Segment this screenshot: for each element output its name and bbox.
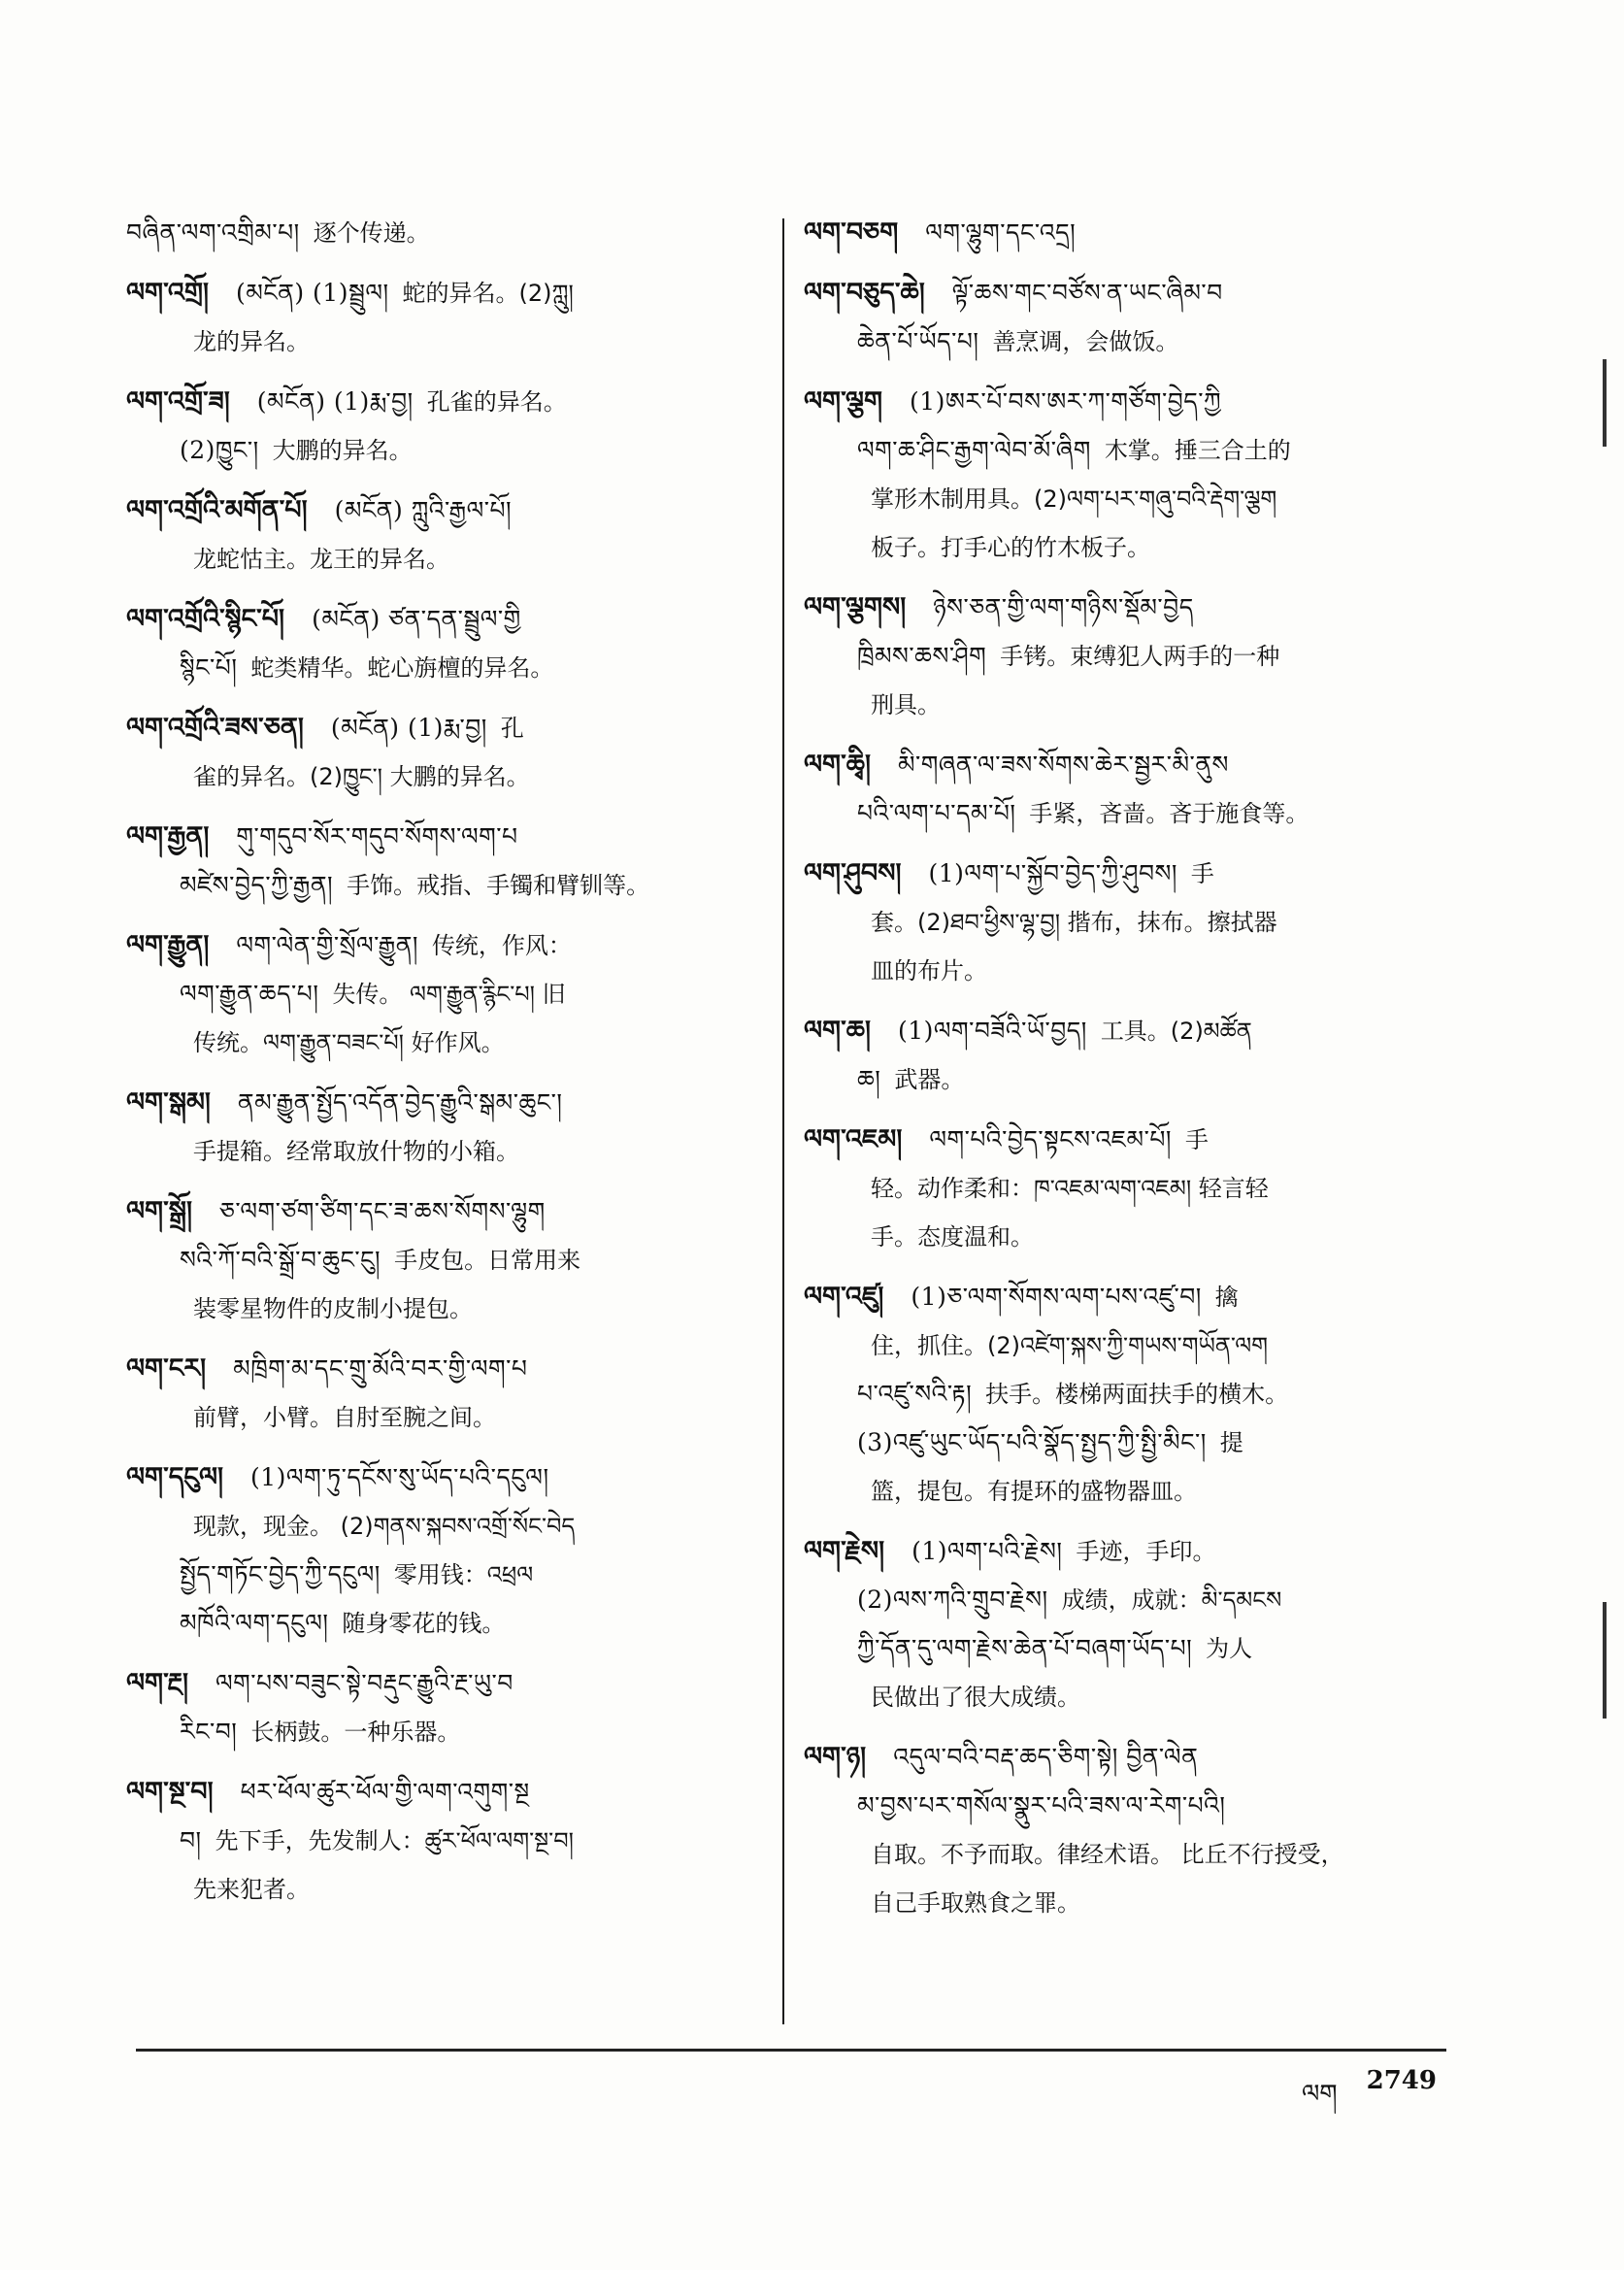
entry-line — [804, 632, 1444, 681]
chinese-definition: 蛇的异名。(2)ཀླུ། — [402, 280, 574, 307]
dictionary-entry — [126, 1453, 755, 1648]
chinese-definition: 龙的异名。 — [193, 328, 310, 355]
tibetan-definition: (མངོན) ཀླུའི་རྒྱལ་པོ། — [334, 496, 513, 524]
entry-line — [804, 1624, 1444, 1673]
tibetan-definition: (1)ཨར་པོ་བས་ཨར་ཀ་གཙོག་བྱེད་ཀྱི — [910, 387, 1222, 416]
entry-line — [126, 1502, 755, 1551]
chinese-definition: 扶手。楼梯两面扶手的横木。 — [985, 1381, 1289, 1408]
dictionary-entry — [804, 850, 1444, 995]
tibetan-definition: མཁོའི་ལག་དངུལ། — [180, 1609, 329, 1637]
tibetan-definition: པའི་ལག་པ་དམ་པོ། — [857, 799, 1016, 827]
dictionary-entry — [126, 1659, 755, 1756]
entry-line — [126, 1599, 755, 1648]
entry-line — [126, 1018, 755, 1067]
chinese-definition: 手提箱。经常取放什物的小箱。 — [193, 1138, 519, 1165]
chinese-definition: 自己手取熟食之罪。 — [871, 1889, 1080, 1917]
headword: ལག་དངུལ། — [126, 1462, 224, 1492]
scan-edge-mark — [1603, 359, 1607, 447]
chinese-definition: 为人 — [1206, 1635, 1253, 1662]
entry-line — [126, 317, 755, 366]
entry-line — [804, 1321, 1444, 1370]
dictionary-entry — [126, 921, 755, 1067]
entry-line — [126, 644, 755, 692]
entry-line — [126, 1079, 755, 1127]
tibetan-definition: སའི་ཀོ་བའི་སྒྲོ་བ་ཆུང་ངུ། — [180, 1246, 381, 1274]
dictionary-entry — [804, 1007, 1444, 1104]
tibetan-definition: ལག་པས་བཟུང་སྟེ་བརྡུང་རྒྱུའི་རྔ་ཡུ་བ — [215, 1669, 514, 1697]
dictionary-entry — [126, 378, 755, 475]
entry-line — [126, 1453, 755, 1502]
chinese-definition: 先来犯者。 — [193, 1876, 310, 1903]
tibetan-definition: སྙིང་པོ། — [180, 653, 238, 682]
tibetan-definition: (མངོན) (1)རྨ་བྱ། — [330, 714, 487, 742]
tibetan-definition: ལག་རྒྱུན་ཆད་པ། — [180, 980, 319, 1008]
headword: ལག་རྒྱུན། — [126, 930, 210, 960]
entry-line — [804, 1213, 1444, 1261]
chinese-definition: 传统，作风： — [431, 932, 572, 959]
chinese-definition: 刑具。 — [871, 691, 941, 718]
right-column — [804, 209, 1444, 1939]
tibetan-definition: རིང་བ། — [180, 1718, 238, 1746]
chinese-definition: 大鹏的异名。 — [272, 437, 413, 464]
chinese-definition: 武器。 — [894, 1066, 965, 1093]
chinese-definition: 手饰。戒指、手镯和臂钏等。 — [347, 872, 650, 899]
headword: ལག་སྒྲོ། — [126, 1196, 192, 1226]
dictionary-entry — [804, 209, 1444, 257]
tibetan-definition: (1)ལག་ཏུ་དངོས་སུ་ཡོད་པའི་དངུལ། — [250, 1463, 549, 1491]
entry-line — [126, 378, 755, 426]
chinese-definition: 孔 — [500, 715, 524, 742]
chinese-definition: 手 — [1184, 1126, 1209, 1153]
tibetan-definition: (མངོན) ཙན་དན་སྦྲུལ་གྱི — [312, 605, 521, 633]
running-head: ལག — [1301, 2080, 1338, 2109]
chinese-definition: 龙蛇怙主。龙王的异名。 — [193, 546, 449, 573]
headword: ལག་ཉ། — [804, 1742, 867, 1772]
entry-line — [126, 1393, 755, 1442]
headword: ལག་ཆ། — [804, 1016, 871, 1046]
dictionary-entry — [804, 1273, 1444, 1516]
dictionary-entry — [804, 584, 1444, 729]
page-footer — [1243, 2066, 1437, 2137]
dictionary-entry — [804, 378, 1444, 572]
chinese-definition: 前臂，小臂。自肘至腕之间。 — [193, 1404, 496, 1431]
headword: ལག་འགྲོའི་མགོན་པོ། — [126, 495, 308, 525]
footer-rule — [136, 2049, 1446, 2052]
column-divider — [782, 218, 784, 2024]
entry-line — [126, 1187, 755, 1236]
chinese-definition: 手 — [1190, 860, 1214, 887]
chinese-definition: 随身零花的钱。 — [342, 1610, 506, 1637]
entry-line — [804, 1164, 1444, 1213]
dictionary-entry — [126, 813, 755, 910]
entry-line — [126, 752, 755, 801]
entry-line — [126, 535, 755, 584]
dictionary-entry — [126, 1345, 755, 1442]
chinese-definition: 轻。动作柔和：ཁ་འཇམ་ལག་འཇམ། 轻言轻 — [871, 1175, 1269, 1202]
dictionary-entry — [804, 1733, 1444, 1927]
dictionary-entry — [126, 595, 755, 692]
chinese-definition: 手紧，吝啬。吝于施食等。 — [1029, 800, 1309, 827]
chinese-definition: 板子。打手心的竹木板子。 — [871, 534, 1150, 561]
chinese-definition: 手。态度温和。 — [871, 1223, 1034, 1251]
entry-line — [804, 426, 1444, 475]
headword: ལག་འཇམ། — [804, 1124, 903, 1154]
headword: ལག་སྔ་བ། — [126, 1777, 214, 1807]
tibetan-definition: གུ་གདུབ་སོར་གདུབ་སོགས་ལག་པ — [236, 822, 518, 851]
chinese-definition: 传统。ལག་རྒྱུན་བཟང་པོ། 好作风。 — [193, 1029, 505, 1056]
entry-line — [804, 1007, 1444, 1055]
dictionary-entry — [126, 704, 755, 801]
entry-line — [804, 947, 1444, 995]
headword: ལག་བཅུད་ཆེ། — [804, 278, 925, 308]
tibetan-definition: མི་གཞན་ལ་ཟས་སོགས་ཆེར་སྦྱར་མི་ནུས — [897, 751, 1229, 779]
chinese-definition: 住，抓住。(2)འཛེག་སྐས་ཀྱི་གཡས་གཡོན་ལག — [871, 1332, 1269, 1359]
tibetan-definition: (2)ལས་ཀའི་གྲུབ་རྗེས། — [857, 1586, 1048, 1614]
tibetan-definition: ལག་ལེན་གྱི་སྲོལ་རྒྱུན། — [236, 931, 418, 959]
chinese-definition: 手迹，手印。 — [1076, 1538, 1216, 1565]
entry-line — [126, 209, 755, 257]
entry-line — [804, 1733, 1444, 1782]
entry-line — [804, 1830, 1444, 1879]
entry-line — [126, 1768, 755, 1817]
headword: ལག་འགྲོ། — [126, 278, 209, 308]
tibetan-definition: ཀྱི་དོན་དུ་ལག་རྗེས་ཆེན་པོ་བཞག་ཡོད་པ། — [857, 1634, 1193, 1662]
chinese-definition: 零用钱：འཕྲལ — [393, 1561, 534, 1588]
chinese-definition: 长柄鼓。一种乐器。 — [250, 1719, 461, 1746]
chinese-definition: 民做出了很大成绩。 — [871, 1684, 1080, 1711]
entry-line — [804, 317, 1444, 366]
chinese-definition: 提 — [1219, 1429, 1243, 1456]
headword: ལག་ཆྭི། — [804, 750, 871, 780]
tibetan-definition: ནམ་རྒྱུན་སྤྱོད་འདོན་བྱེད་རྒྱུའི་སྒམ་ཆུང་། — [237, 1088, 563, 1117]
dictionary-entry — [804, 1116, 1444, 1261]
entry-line — [126, 1551, 755, 1599]
tibetan-definition: ཆ། — [857, 1065, 881, 1093]
tibetan-definition: (1)ལག་པའི་རྗེས། — [911, 1537, 1063, 1565]
dictionary-entry — [126, 1079, 755, 1176]
entry-line — [126, 269, 755, 317]
tibetan-definition: ལག་ལྷུག་དང་འདྲ། — [925, 218, 1077, 247]
entry-line — [126, 486, 755, 535]
headword: ལག་ལྕག — [804, 386, 882, 417]
headword: ལག་བཅག — [804, 217, 899, 248]
entry-line — [126, 1236, 755, 1285]
entry-line — [804, 741, 1444, 789]
chinese-definition: 成绩，成就：མི་དམངས — [1061, 1586, 1282, 1614]
entry-line — [804, 1419, 1444, 1467]
dictionary-entry — [126, 1187, 755, 1333]
entry-line — [126, 704, 755, 752]
chinese-definition: 逐个传递。 — [313, 219, 430, 247]
entry-line — [126, 426, 755, 475]
dictionary-entry — [804, 741, 1444, 838]
headword: ལག་ལྕགས། — [804, 592, 907, 622]
scan-edge-mark — [1603, 1602, 1607, 1719]
chinese-definition: 木掌。捶三合土的 — [1104, 437, 1291, 464]
entry-line — [126, 1285, 755, 1333]
chinese-definition: 现款，现金。 (2)གནས་སྐབས་འགྲོ་སོང་བེད — [193, 1513, 576, 1540]
chinese-definition: 装零星物件的皮制小提包。 — [193, 1295, 473, 1322]
headword: ལག་འགྲོའི་སྙིང་པོ། — [126, 604, 285, 634]
chinese-definition: 雀的异名。(2)ཁྱུང་། 大鹏的异名。 — [193, 763, 530, 790]
entry-line — [804, 584, 1444, 632]
headword: ལག་འཛུ། — [804, 1282, 884, 1312]
entry-line — [126, 1865, 755, 1914]
entry-line — [126, 1817, 755, 1865]
tibetan-definition: ལྟོ་ཆས་གང་བཙོས་ན་ཡང་ཞིམ་བ — [951, 279, 1223, 307]
entry-line — [804, 269, 1444, 317]
tibetan-definition: (མངོན) (1)སྦྲུལ། — [235, 279, 389, 307]
chinese-definition: 善烹调，会做饭。 — [992, 328, 1179, 355]
entry-line — [126, 1708, 755, 1756]
tibetan-definition: ཆེན་པོ་ཡོད་པ། — [857, 327, 979, 355]
headword: ལག་རྗེས། — [804, 1536, 885, 1566]
entry-line — [804, 1273, 1444, 1321]
entry-line — [126, 921, 755, 970]
entry-line — [804, 898, 1444, 947]
entry-line — [804, 789, 1444, 838]
entry-line — [804, 1055, 1444, 1104]
chinese-definition: 孔雀的异名。 — [426, 388, 567, 416]
dictionary-entry — [126, 269, 755, 366]
tibetan-definition: (2)ཁྱུང་། — [180, 436, 259, 464]
tibetan-definition: བ། — [180, 1826, 202, 1854]
entry-line — [804, 523, 1444, 572]
tibetan-definition: (1)ལག་བཟོའི་ཡོ་བྱད། — [897, 1017, 1087, 1045]
tibetan-definition: བཞིན་ལག་འགྲིམ་པ། — [126, 218, 300, 247]
entry-line — [126, 1127, 755, 1176]
chinese-definition: 先下手，先发制人：ཚུར་ཕོལ་ལག་སྔ་བ། — [215, 1827, 574, 1854]
tibetan-definition: (1)ལག་པ་སྐྱོབ་བྱེད་ཀྱི་ཤུབས། — [928, 859, 1177, 887]
entry-line — [804, 681, 1444, 729]
entry-line — [126, 813, 755, 861]
entry-line — [804, 475, 1444, 523]
chinese-definition: 篮，提包。有提环的盛物器皿。 — [871, 1478, 1197, 1505]
tibetan-definition: ལག་ཆ་ཤིང་རྒྱག་ལེབ་མོ་ཞིག — [857, 436, 1091, 464]
headword: ལག་ངར། — [126, 1353, 207, 1384]
headword: ལག་འགྲོའི་ཟས་ཅན། — [126, 713, 304, 743]
left-column — [126, 209, 755, 1925]
entry-line — [804, 1467, 1444, 1516]
tibetan-definition: ཁྲིམས་ཆས་ཤིག — [857, 642, 987, 670]
headword: ལག་འགྲོ་ཟ། — [126, 386, 230, 417]
entry-line — [804, 1527, 1444, 1576]
headword: ལག་རྒྱན། — [126, 821, 210, 851]
tibetan-definition: (མངོན) (1)རྨ་བྱ། — [256, 387, 414, 416]
entry-line — [804, 1116, 1444, 1164]
chinese-definition: 皿的布片。 — [871, 957, 987, 985]
headword: ལག་ཤུབས། — [804, 858, 902, 888]
dictionary-entry — [126, 1768, 755, 1914]
page-number: 2749 — [1366, 2066, 1437, 2095]
entry-line — [804, 1576, 1444, 1624]
tibetan-definition: མཁྲིག་མ་དང་གྲུ་མོའི་བར་གྱི་ལག་པ — [233, 1354, 528, 1383]
chinese-definition: 失传。 ལག་རྒྱུན་རྙིང་པ། 旧 — [332, 981, 566, 1008]
dictionary-entry — [126, 486, 755, 584]
tibetan-definition: མ་བྱས་པར་གསོལ་སྣུར་པའི་ཟས་ལ་རེག་པའི། — [857, 1791, 1226, 1819]
tibetan-definition: ཕར་ཕོལ་ཚུར་ཕོལ་གྱི་ལག་འགུག་སྔ — [240, 1778, 530, 1806]
entry-line — [126, 970, 755, 1018]
entry-line — [804, 378, 1444, 426]
chinese-definition: 蛇类精华。蛇心旃檀的异名。 — [250, 654, 554, 682]
tibetan-definition: སྤྱོད་གཏོང་བྱེད་ཀྱི་དངུལ། — [180, 1560, 381, 1588]
dictionary-entry — [126, 209, 755, 257]
chinese-definition: 掌形木制用具。(2)ལག་པར་གཞུ་བའི་རྡེག་ལྕག — [871, 485, 1277, 513]
tibetan-definition: པ་འཛུ་སའི་རྟ། — [857, 1380, 973, 1408]
entry-line — [126, 861, 755, 910]
chinese-definition: 手皮包。日常用来 — [394, 1247, 581, 1274]
entry-line — [804, 209, 1444, 257]
tibetan-definition: ལག་པའི་བྱེད་སྟངས་འཇམ་པོ། — [929, 1125, 1172, 1153]
entry-line — [804, 1879, 1444, 1927]
tibetan-definition: (1)ཅ་ལག་སོགས་ལག་པས་འཛུ་བ། — [911, 1283, 1202, 1311]
chinese-definition: 自取。不予而取。律经术语。 比丘不行授受， — [871, 1841, 1344, 1868]
tibetan-definition: ཉེས་ཅན་གྱི་ལག་གཉིས་སྡོམ་བྱེད — [933, 593, 1194, 621]
chinese-definition: 手铐。束缚犯人两手的一种 — [1000, 643, 1280, 670]
tibetan-definition: མཛེས་བྱེད་ཀྱི་རྒྱན། — [180, 871, 334, 899]
dictionary-entry — [804, 269, 1444, 366]
chinese-definition: 套。(2)ཐབ་ཕྱིས་ལྷ་བྱ། 揩布，抹布。擦拭器 — [871, 909, 1277, 936]
tibetan-definition: (3)འཛུ་ཡུང་ཡོད་པའི་སྣོད་སྤྱད་ཀྱི་སྤྱི་མིང་། — [857, 1428, 1207, 1456]
tibetan-definition: འདུལ་བའི་བརྡ་ཆད་ཅིག་སྟེ། བྱིན་ལེན — [893, 1743, 1199, 1771]
headword: ལག་སྒམ། — [126, 1087, 211, 1118]
entry-line — [126, 1345, 755, 1393]
entry-line — [126, 1659, 755, 1708]
entry-line — [804, 1370, 1444, 1419]
entry-line — [804, 1673, 1444, 1721]
chinese-definition: 擒 — [1214, 1284, 1239, 1311]
chinese-definition: 工具。(2)མཚོན — [1100, 1018, 1252, 1045]
tibetan-definition: ཅ་ལག་ཙག་ཙིག་དང་ཟ་ཆས་སོགས་ལྷུག — [218, 1197, 546, 1225]
entry-line — [126, 595, 755, 644]
headword: ལག་རྔ། — [126, 1668, 188, 1698]
dictionary-entry — [804, 1527, 1444, 1721]
entry-line — [804, 1782, 1444, 1830]
entry-line — [804, 850, 1444, 898]
